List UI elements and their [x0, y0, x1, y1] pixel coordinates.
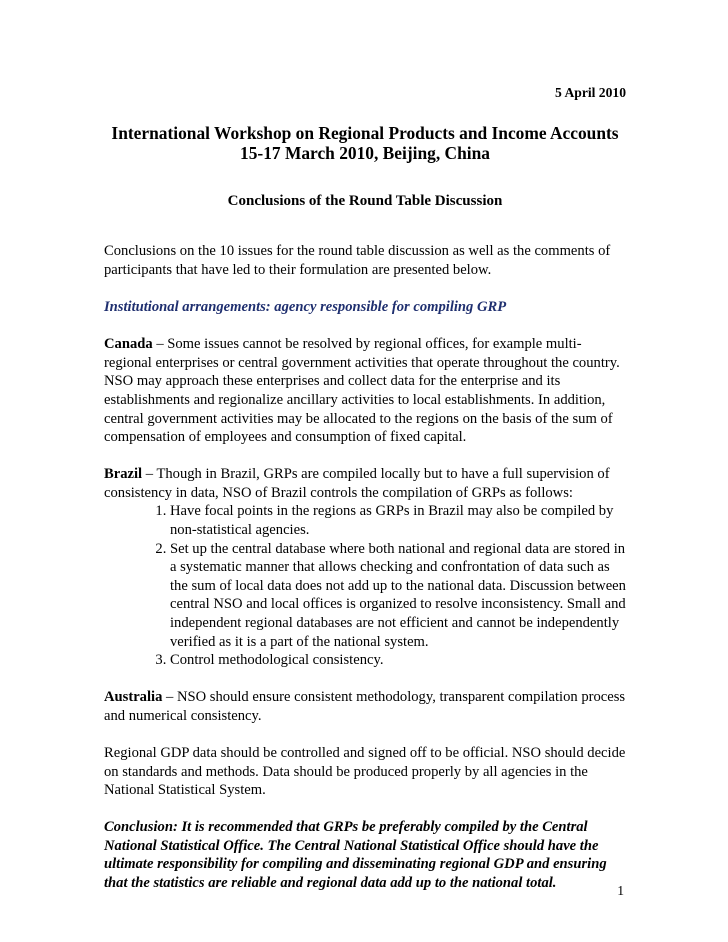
list-item: 2. Set up the central database where both national and regional data are stored in a systematic manner that allows checking and confrontation of data such as the sum of local data does not add up to the national data. Discussion between central NSO and local offices is organized to resolve inconsistency. Small and independent regional databases are not efficient and cannot be independently verified as it is a part of the national system. [170, 540, 626, 652]
list-item: 1. Have focal points in the regions as GRPs in Brazil may also be compiled by non-statistical agencies. [170, 502, 626, 539]
australia-paragraph [104, 688, 626, 725]
document-title [104, 123, 626, 164]
brazil-text: – Though in Brazil, GRPs are compiled locally but to have a full supervision of consistency in data, NSO of Brazil controls the compilation of GRPs as follows: [104, 466, 610, 501]
page-number: 1 [617, 883, 624, 898]
conclusion-paragraph: Conclusion: It is recommended that GRPs be preferably compiled by the Central National Statistical Office. The Central National Statistical Office should have the ultimate responsibility for compiling and disseminating regional GDP and ensuring that the statistics are reliable and regional data add up to the national total. [104, 819, 607, 891]
title-line-1: International Workshop on Regional Products and Income Accounts [111, 122, 619, 143]
brazil-list [104, 502, 626, 669]
brazil-paragraph [104, 465, 626, 502]
canada-paragraph [104, 335, 626, 447]
australia-text: – NSO should ensure consistent methodology, transparent compilation process and numerical consistency. [104, 689, 626, 724]
section-heading: Institutional arrangements: agency responsible for compiling GRP [104, 299, 507, 316]
list-item: 3. Control methodological consistency. [170, 651, 626, 670]
title-line-2: 15-17 March 2010, Beijing, China [240, 143, 490, 164]
intro-paragraph: Conclusions on the 10 issues for the round table discussion as well as the comments of participants that have led to their formulation are presented below. [104, 243, 611, 278]
canada-text: – Some issues cannot be resolved by regional offices, for example multi-regional enterprises or central government activities that operate throughout the country. NSO may approach these enterprises and collect data for the enterprise and its establishments and regionalize ancillary activities to local establishments. In addition, central government activities may be allocated to the regions on the basis of the sum of compensation of employees and consumption of fixed capital. [104, 336, 620, 446]
country-name-australia: Australia [104, 689, 163, 706]
regional-gdp-paragraph: Regional GDP data should be controlled and signed off to be official. NSO should decide on standards and methods. Data should be produced properly by all agencies in the National Statistical System. [104, 744, 626, 799]
country-name-canada: Canada [104, 336, 153, 353]
document-subtitle: Conclusions of the Round Table Discussion [227, 192, 503, 209]
country-name-brazil: Brazil [104, 466, 143, 483]
document-date: 5 April 2010 [555, 85, 626, 100]
